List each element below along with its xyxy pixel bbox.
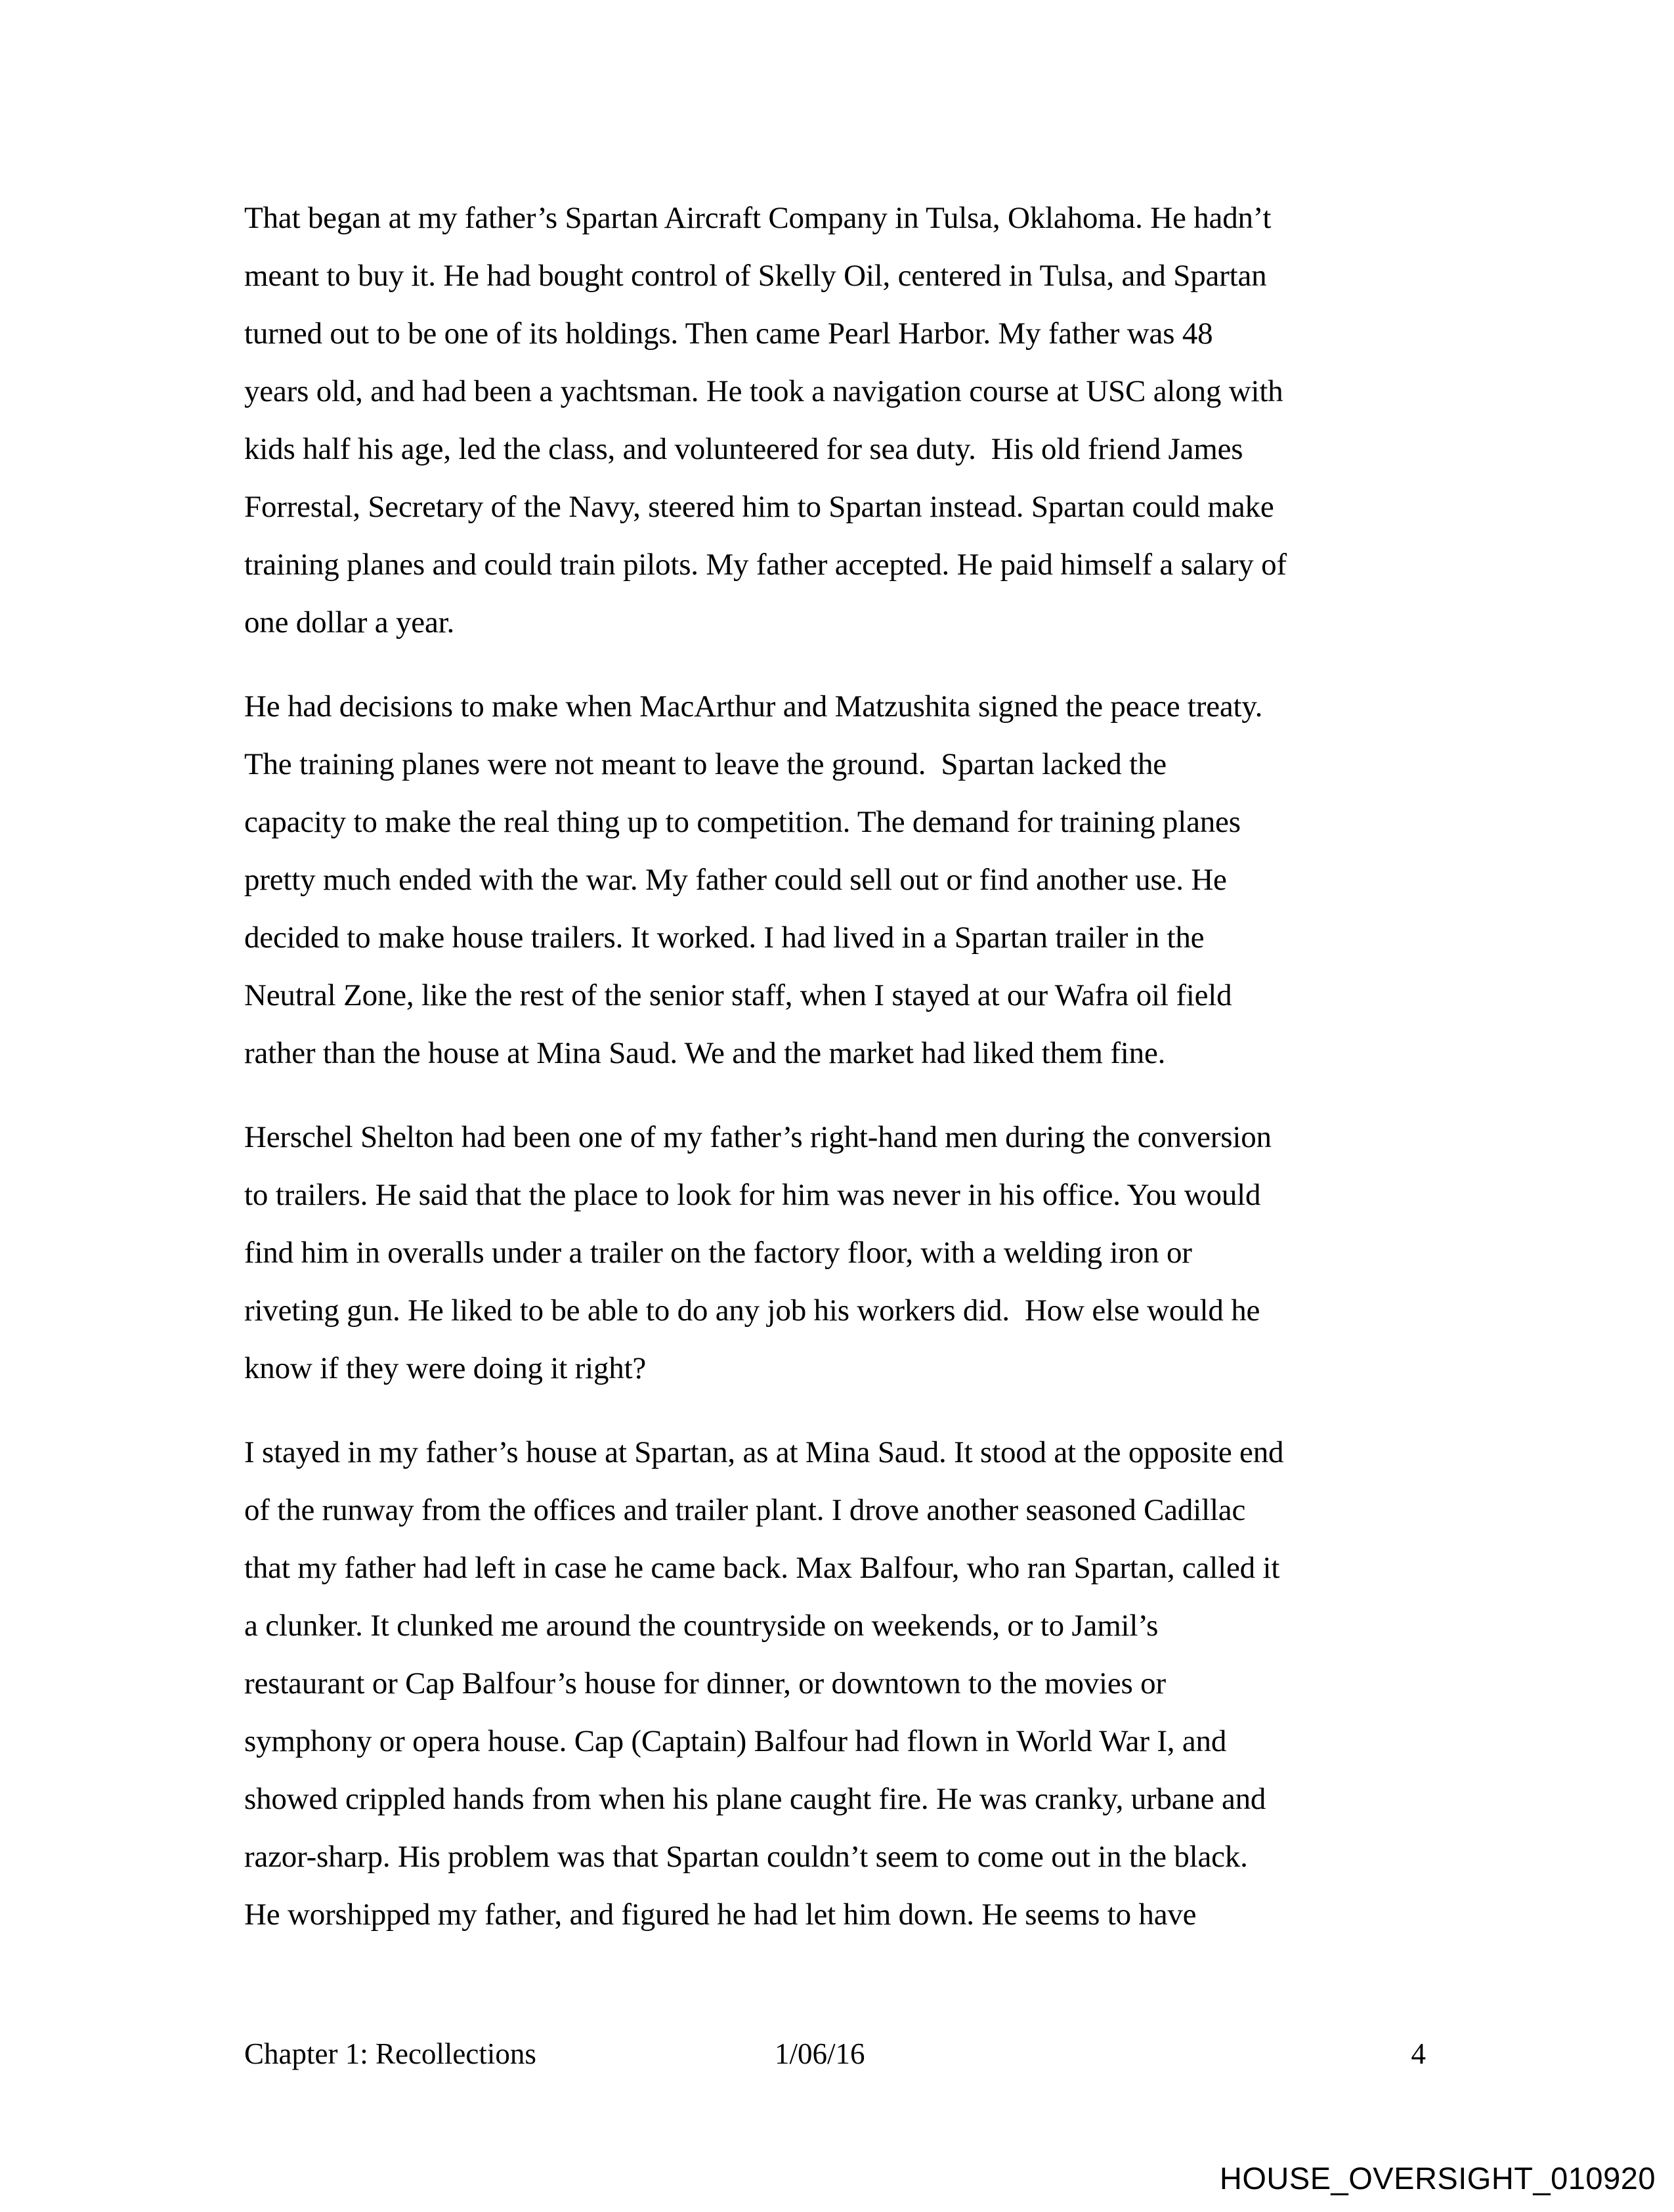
text-line: The training planes were not meant to leave the ground. Spartan lacked the: [244, 747, 1167, 781]
text-line: a clunker. It clunked me around the countryside on weekends, or to Jamil’s: [244, 1609, 1159, 1643]
footer-date: 1/06/16: [775, 2037, 865, 2070]
paragraph: [244, 1108, 1432, 1397]
text-line: turned out to be one of its holdings. Then came Pearl Harbor. My father was 48: [244, 316, 1213, 351]
text-line: know if they were doing it right?: [244, 1351, 647, 1385]
paragraph: [244, 189, 1432, 651]
text-line: training planes and could train pilots. My father accepted. He paid himself a salary of: [244, 548, 1287, 582]
text-line: one dollar a year.: [244, 605, 455, 640]
text-line: symphony or opera house. Cap (Captain) Balfour had flown in World War I, and: [244, 1724, 1227, 1758]
text-line: I stayed in my father’s house at Spartan, as at Mina Saud. It stood at the opposite end: [244, 1435, 1284, 1469]
text-line: years old, and had been a yachtsman. He took a navigation course at USC along with: [244, 374, 1283, 408]
text-line: riveting gun. He liked to be able to do any job his workers did. How else would he: [244, 1293, 1260, 1328]
text-line: kids half his age, led the class, and volunteered for sea duty. His old friend James: [244, 432, 1243, 466]
text-line: He had decisions to make when MacArthur and Matzushita signed the peace treaty.: [244, 689, 1263, 724]
text-line: find him in overalls under a trailer on the factory floor, with a welding iron or: [244, 1236, 1192, 1270]
page-footer: [244, 2034, 1426, 2073]
text-line: That began at my father’s Spartan Aircraft Company in Tulsa, Oklahoma. He hadn’t: [244, 201, 1272, 235]
document-body: [244, 189, 1432, 1970]
text-line: capacity to make the real thing up to competition. The demand for training planes: [244, 805, 1241, 839]
text-line: Herschel Shelton had been one of my father’s right-hand men during the conversion: [244, 1120, 1272, 1154]
text-line: that my father had left in case he came back. Max Balfour, who ran Spartan, called it: [244, 1551, 1280, 1585]
text-line: showed crippled hands from when his plane caught fire. He was cranky, urbane and: [244, 1782, 1266, 1816]
text-line: rather than the house at Mina Saud. We and the market had liked them fine.: [244, 1036, 1166, 1070]
text-line: razor-sharp. His problem was that Spartan couldn’t seem to come out in the black.: [244, 1840, 1248, 1874]
text-line: pretty much ended with the war. My father could sell out or find another use. He: [244, 863, 1227, 897]
footer-page-number: 4: [1411, 2037, 1426, 2070]
text-line: Forrestal, Secretary of the Navy, steered him to Spartan instead. Spartan could make: [244, 490, 1274, 524]
text-line: restaurant or Cap Balfour’s house for dinner, or downtown to the movies or: [244, 1666, 1166, 1701]
text-line: decided to make house trailers. It worked. I had lived in a Spartan trailer in the: [244, 921, 1205, 955]
text-line: meant to buy it. He had bought control of Skelly Oil, centered in Tulsa, and Spartan: [244, 259, 1267, 293]
paragraph: [244, 1423, 1432, 1943]
text-line: Neutral Zone, like the rest of the senior staff, when I stayed at our Wafra oil field: [244, 978, 1232, 1012]
bates-stamp: HOUSE_OVERSIGHT_010920: [1219, 2161, 1656, 2196]
text-line: He worshipped my father, and figured he had let him down. He seems to have: [244, 1898, 1197, 1932]
text-line: to trailers. He said that the place to look for him was never in his office. You would: [244, 1178, 1261, 1212]
paragraph: [244, 678, 1432, 1082]
footer-chapter-title: Chapter 1: Recollections: [244, 2037, 536, 2070]
text-line: of the runway from the offices and trailer plant. I drove another seasoned Cadillac: [244, 1493, 1246, 1527]
